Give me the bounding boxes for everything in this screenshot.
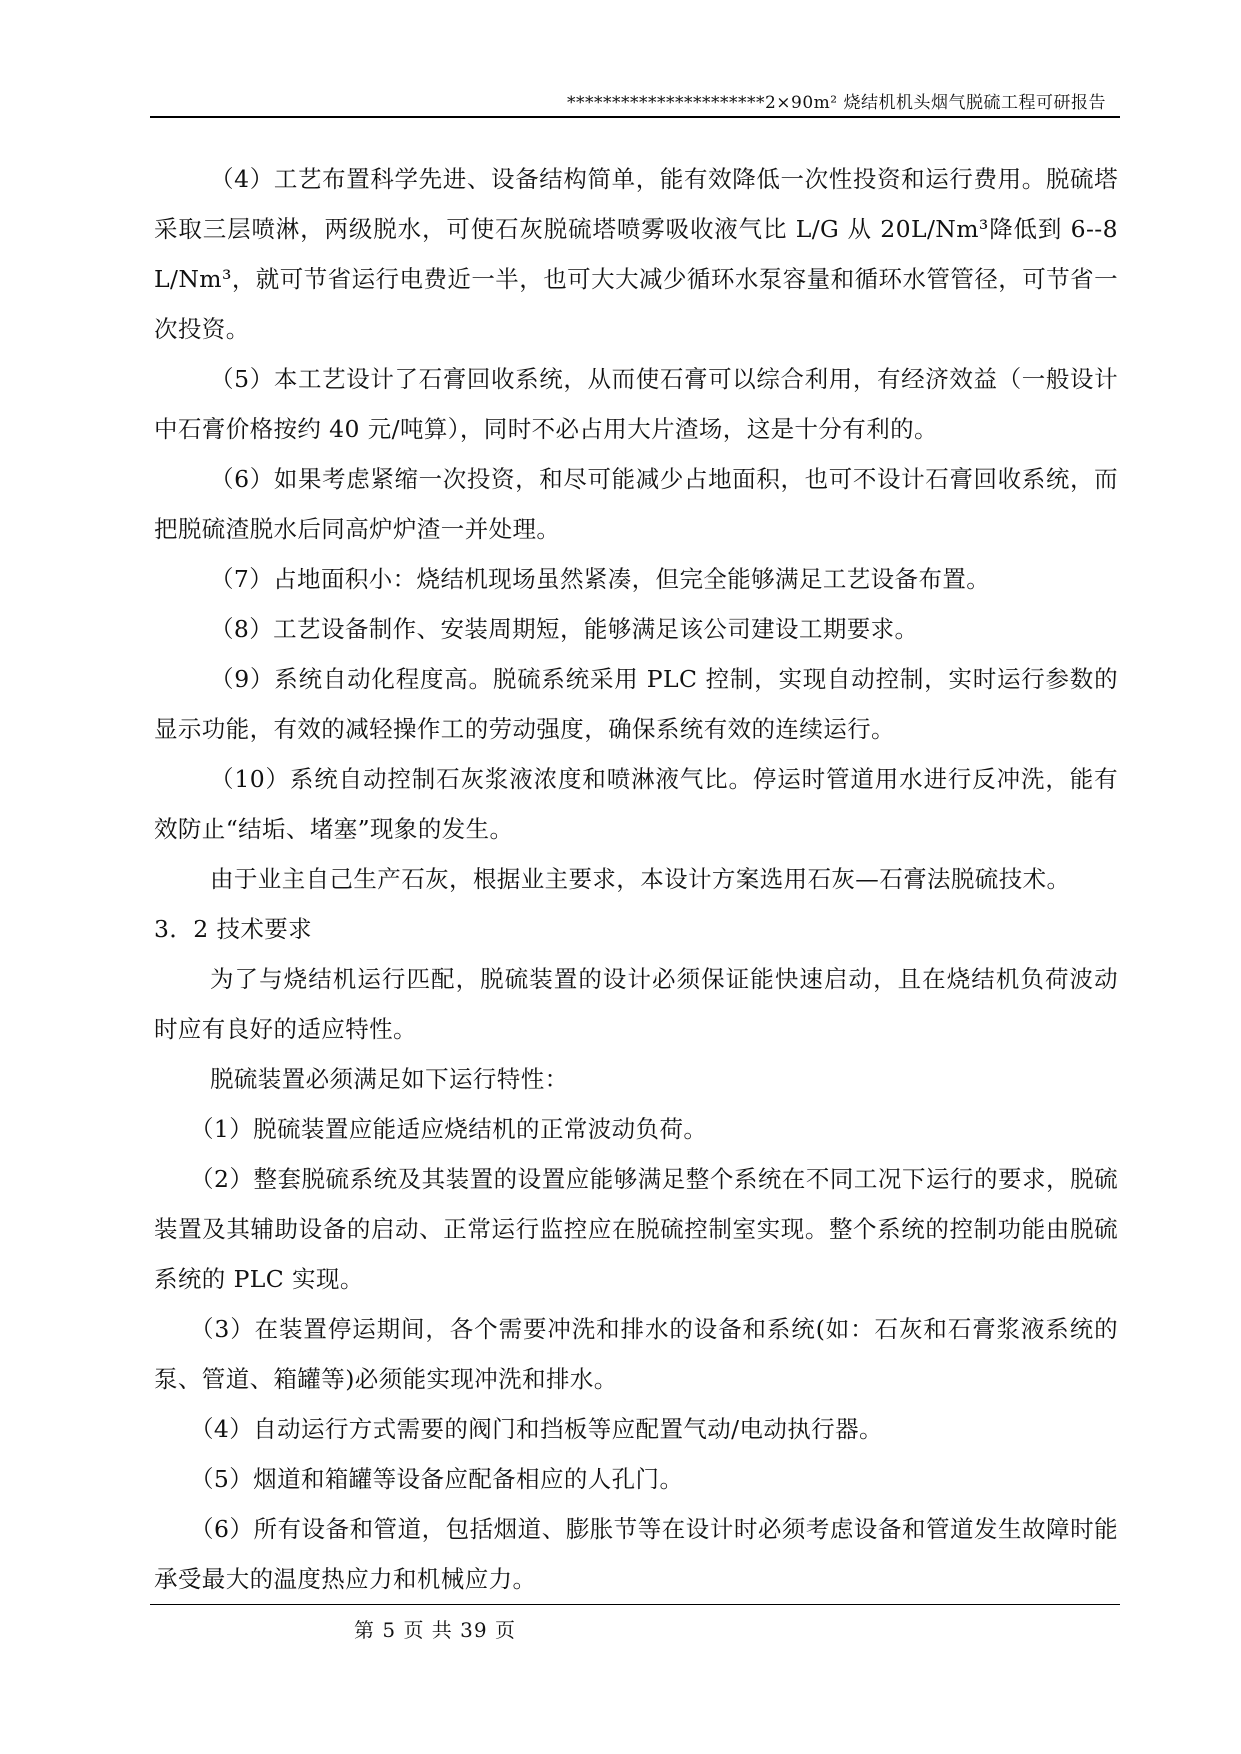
requirement-item: （3）在装置停运期间，各个需要冲洗和排水的设备和系统(如：石灰和石膏浆液系统的泵、管道、箱罐等)必须能实现冲洗和排水。 [154,1315,1118,1393]
paragraph: 脱硫装置必须满足如下运行特性： [210,1065,569,1093]
paragraph: （10）系统自动控制石灰浆液浓度和喷淋液气比。停运时管道用水进行反冲洗，能有效防止“结垢、堵塞”现象的发生。 [154,765,1118,843]
paragraph: （7）占地面积小：烧结机现场虽然紧凑，但完全能够满足工艺设备布置。 [210,565,991,593]
page-header [150,86,1120,118]
document-body [154,154,1118,1604]
paragraph: 为了与烧结机运行匹配，脱硫装置的设计必须保证能快速启动，且在烧结机负荷波动时应有良好的适应特性。 [154,965,1118,1043]
paragraph: （6）如果考虑紧缩一次投资，和尽可能减少占地面积，也可不设计石膏回收系统，而把脱硫渣脱水后同高炉炉渣一并处理。 [154,465,1118,543]
requirement-item: （1）脱硫装置应能适应烧结机的正常波动负荷。 [190,1115,708,1143]
footer-divider [150,1604,1120,1605]
header-title: **********************2×90m² 烧结机机头烟气脱硫工程可研报告 [566,93,1106,113]
requirement-item: （5）烟道和箱罐等设备应配备相应的人孔门。 [190,1465,684,1493]
paragraph: （5）本工艺设计了石膏回收系统，从而使石膏可以综合利用，有经济效益（一般设计中石膏价格按约 40 元/吨算），同时不必占用大片渣场，这是十分有利的。 [154,365,1118,443]
section-heading: 3．2 技术要求 [154,915,313,943]
requirement-item: （6）所有设备和管道，包括烟道、膨胀节等在设计时必须考虑设备和管道发生故障时能承受最大的温度热应力和机械应力。 [154,1515,1118,1593]
page-number: 第 5 页 共 39 页 [354,1618,516,1642]
paragraph: （9）系统自动化程度高。脱硫系统采用 PLC 控制，实现自动控制，实时运行参数的显示功能，有效的减轻操作工的劳动强度，确保系统有效的连续运行。 [154,665,1118,743]
paragraph: （4）工艺布置科学先进、设备结构简单，能有效降低一次性投资和运行费用。脱硫塔采取三层喷淋，两级脱水，可使石灰脱硫塔喷雾吸收液气比 L/G 从 20L/Nm³降低到 6--8 L/Nm³，就可节省运行电费近一半，也可大大减少循环水泵容量和循环水管管径，可节省一次投资。 [154,165,1118,343]
requirement-item: （2）整套脱硫系统及其装置的设置应能够满足整个系统在不同工况下运行的要求，脱硫装置及其辅助设备的启动、正常运行监控应在脱硫控制室实现。整个系统的控制功能由脱硫系统的 PLC 实现。 [154,1165,1118,1293]
paragraph: （8）工艺设备制作、安装周期短，能够满足该公司建设工期要求。 [210,615,919,643]
requirement-item: （4）自动运行方式需要的阀门和挡板等应配置气动/电动执行器。 [190,1415,883,1443]
paragraph: 由于业主自己生产石灰，根据业主要求，本设计方案选用石灰—石膏法脱硫技术。 [210,865,1071,893]
